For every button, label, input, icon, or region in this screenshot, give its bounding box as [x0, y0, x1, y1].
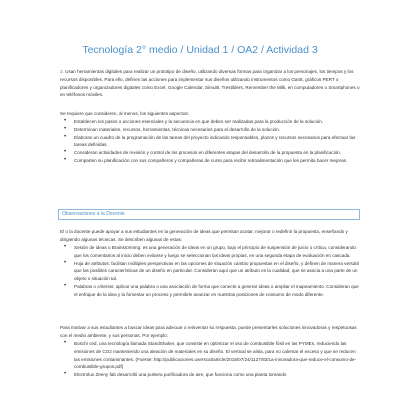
- activity-intro: [60, 68, 360, 99]
- requirements-intro: Se requiere que consideren, al menos, los siguientes aspectos:: [60, 111, 189, 116]
- list-item: • Determinan materiales, recursos, herramientas, técnicas necesarios para el desarrollo de la solución.: [64, 126, 360, 134]
- activity-text: Usan herramientas digitales para realizar un prototipo de diseño, utilizando diversas formas para organizar a los personajes, los tiempos y los recursos disponibles. Para ello, definen las acciones para implementar sus diseños utilizando instrumentos como Gantt, gráficos PERT o planificadores y organizadores digitales como Excel, Google Calendar, Simul8, Trestilders, Remember the Milk, en computadores o Smartphones o en teléfonos móviles.: [60, 69, 360, 98]
- list-item: • Establecen los pasos o acciones esenciales y la secuencia en que deben ser realizadas para la producción de la solución.: [64, 118, 360, 126]
- teacher-intro: El o la docente puede apoyar a sus estudiantes en la generación de ideas que permitan acotar, mejorar o redefinir la propuesta, enseñando y dirigiendo algunas técnicas. Se describen algunas de estas:: [60, 229, 348, 242]
- list-item: • Boschi ced, una tecnología llamada StandShaker, que consiste en optimizar el uso de combustible fósil en las PYMEs, reduciendo las emisiones de CO2 manteniendo una aleación de materiales en su diseño. El vertical se aísla, para no calentar el exceso y que se reducen las emisiones contaminantes. (Fuente: http://publicaciones.userscat/article/2015/07/24/1127/83/1a-innovadora-que-reduce-el-consumo-de-combustible-grupos.pdf): [64, 340, 360, 371]
- list-item: • Comparten su planificación con sus compañeros y compañeras de curso para recibir retroalimentación que les permita hacer mejoras.: [64, 157, 360, 165]
- teacher-notes-box: [58, 209, 360, 220]
- teacher-notes-label: Observaciones a la Docente: [62, 211, 125, 217]
- examples-list: [64, 340, 360, 379]
- activity-number: 3.: [60, 69, 64, 74]
- list-item: • Electrolux Zeeny fab desarrolló una pulsera purificadora de aire, que funciona como una planta tomando: [64, 371, 360, 379]
- page-title: Tecnología 2° medio / Unidad 1 / OA2 / Actividad 3: [82, 44, 318, 56]
- requirements-list: [64, 118, 360, 165]
- list-item: • Sesión de ideas o Brainstorming: es una generación de ideas en un grupo, bajo el principio de suspensión de juicio o crítica, considerando que los comentarios al inicio deben evitarse y luego se seleccionan las ideas propias, en una segunda etapa de evaluación en cascada.: [64, 244, 360, 260]
- list-item: • Hoja de atributos: facilitan múltiples perspectivas en las opciones de situación cambio propuestas en el diseño, y definen de manera versátil que las posibles características de un diseño en particular. Consideran aquí que un atributo es la cualidad, que se asocia a una parte de un objeto o situación tal.: [64, 260, 360, 283]
- closing-intro: Para motivar a sus estudiantes a buscar ideas para adecuar o reinventar su respuesta, puede presentarles soluciones innovadoras y respetuosas con el medio ambiente, y sus personas. Por ejemplo:: [60, 325, 357, 338]
- list-item: • Palabras o criterios: aplicar una palabra o una asociación de forma que conecte a generar ideas o ampliar el mapeamiento. Consideran que el enfoque de la idea y la fomentar un proceso y permitirle avanzar en nuestras posiciones de consumo de modo diferente.: [64, 283, 360, 299]
- list-item: • Elaboran un cuadro de la programación de las tareas del proyecto indicando responsables, plazos y recursos necesarios para efectuar las tareas definidas.: [64, 134, 360, 150]
- techniques-list: [64, 244, 360, 299]
- list-item: • Consideran actividades de revisión y control de los procesos en diferentes etapas del desarrollo de la propuesta en la planificación.: [64, 149, 360, 157]
